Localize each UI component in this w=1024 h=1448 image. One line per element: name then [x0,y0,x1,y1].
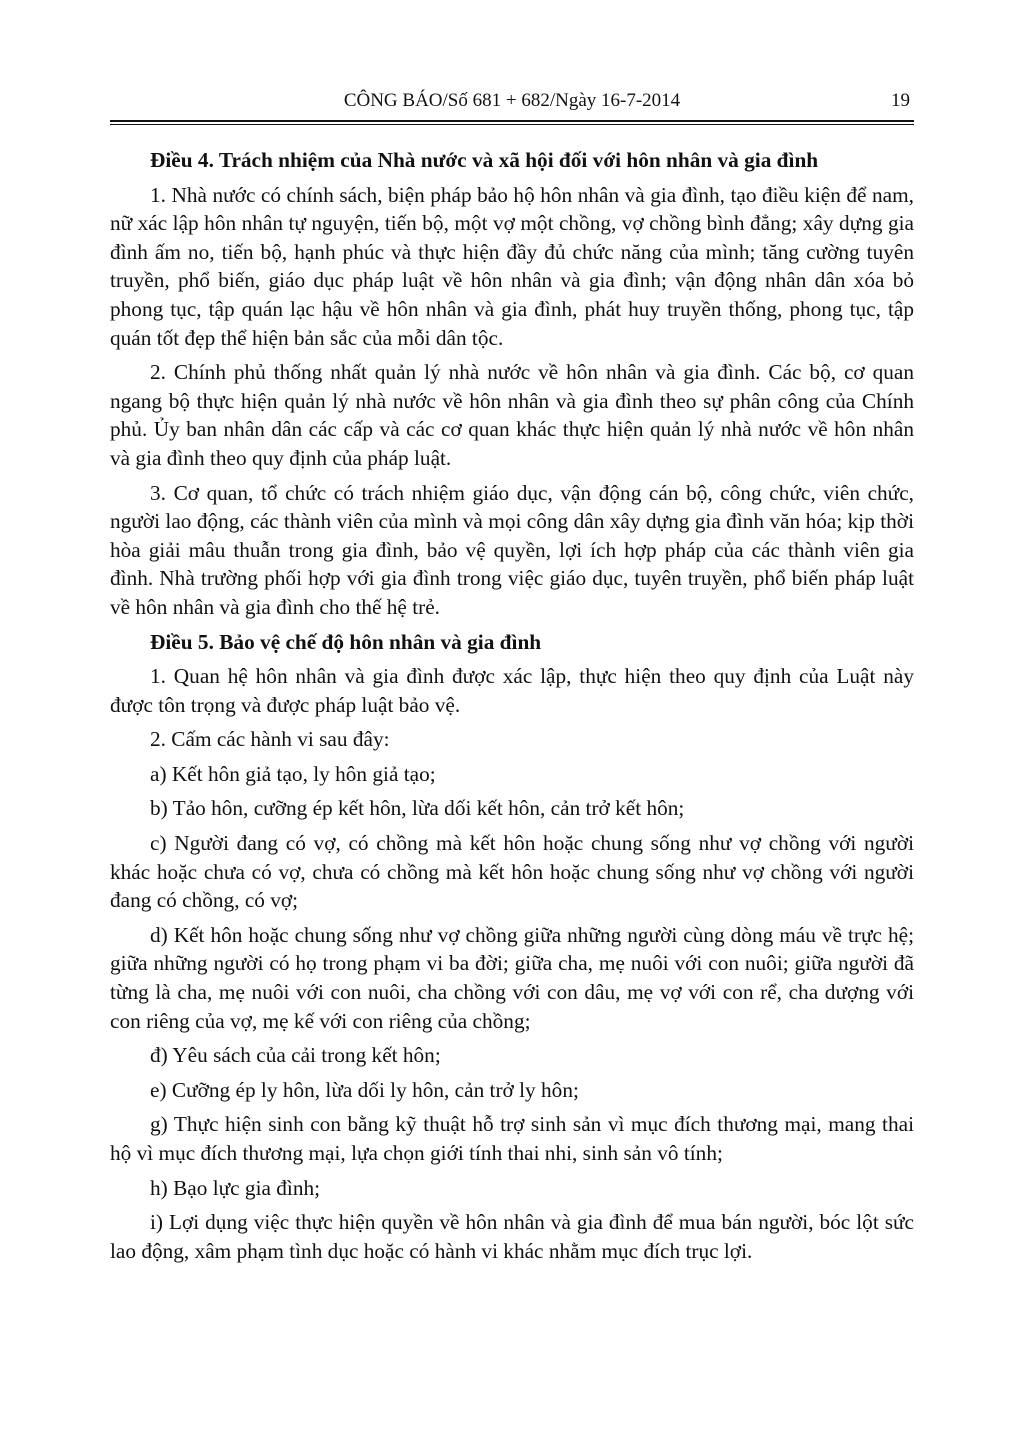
article-5-item-b: b) Tảo hôn, cưỡng ép kết hôn, lừa dối kết hôn, cản trở kết hôn; [150,796,685,821]
document-page [110,84,914,1263]
article-5-item-h: h) Bạo lực gia đình; [150,1175,321,1200]
gazette-title: CÔNG BÁO/Số 681 + 682/Ngày 16-7-2014 [343,90,681,111]
article-4-clause-3: 3. Cơ quan, tổ chức có trách nhiệm giáo dục, vận động cán bộ, công chức, viên chức, người lao động, các thành viên của mình và mọi công dân xây dựng gia đình văn hóa; kịp thời hòa giải mâu thuẫn trong gia đình, bảo vệ quyền, lợi ích hợp pháp của các thành viên gia đình. Nhà trường phối hợp với gia đình trong việc giáo dục, tuyên truyền, phổ biến pháp luật về hôn nhân và gia đình cho thế hệ trẻ. [110,480,914,619]
article-5-item-d: d) Kết hôn hoặc chung sống như vợ chồng giữa những người cùng dòng máu về trực hệ; giữa những người có họ trong phạm vi ba đời; giữa cha, mẹ nuôi với con nuôi; giữa người đã từng là cha, mẹ nuôi với con nuôi, cha chồng với con dâu, mẹ vợ với con rể, cha dượng với con riêng của vợ, mẹ kế với con riêng của chồng; [110,922,914,1033]
article-5-item-dd: đ) Yêu sách của cải trong kết hôn; [150,1043,441,1068]
article-4-clause-1: 1. Nhà nước có chính sách, biện pháp bảo hộ hôn nhân và gia đình, tạo điều kiện để nam, nữ xác lập hôn nhân tự nguyện, tiến bộ, một vợ một chồng, vợ chồng bình đẳng; xây dựng gia đình ấm no, tiến bộ, hạnh phúc và thực hiện đầy đủ chức năng của mình; tăng cường tuyên truyền, phổ biến, giáo dục pháp luật về hôn nhân và gia đình; vận động nhân dân xóa bỏ phong tục, tập quán lạc hậu về hôn nhân và gia đình, phát huy truyền thống, phong tục, tập quán tốt đẹp thể hiện bản sắc của mỗi dân tộc. [110,182,914,350]
article-5-item-c: c) Người đang có vợ, có chồng mà kết hôn hoặc chung sống như vợ chồng với người khác hoặc chưa có vợ, chưa có chồng mà kết hôn hoặc chung sống như vợ chồng với người đang có chồng, có vợ; [110,831,914,913]
article-5-item-a: a) Kết hôn giả tạo, ly hôn giả tạo; [150,761,436,786]
header-divider-thin [110,124,914,125]
article-5-clause-1: 1. Quan hệ hôn nhân và gia đình được xác lập, thực hiện theo quy định của Luật này được tôn trọng và được pháp luật bảo vệ. [110,664,914,717]
page-number: 19 [891,90,910,111]
article-5-item-i: i) Lợi dụng việc thực hiện quyền về hôn nhân và gia đình để mua bán người, bóc lột sức lao động, xâm phạm tình dục hoặc có hành vi khác nhằm mục đích trục lợi. [110,1210,914,1263]
article-4-heading: Điều 4. Trách nhiệm của Nhà nước và xã hội đối với hôn nhân và gia đình [150,148,819,172]
document-body [110,146,914,1271]
article-5-clause-2: 2. Cấm các hành vi sau đây: [150,727,390,752]
page-header [110,84,914,120]
article-5-heading: Điều 5. Bảo vệ chế độ hôn nhân và gia đình [150,629,542,654]
article-5-item-g: g) Thực hiện sinh con bằng kỹ thuật hỗ trợ sinh sản vì mục đích thương mại, mang thai hộ vì mục đích thương mại, lựa chọn giới tính thai nhi, sinh sản vô tính; [110,1112,914,1165]
header-divider [110,120,914,122]
article-5-item-e: e) Cưỡng ép ly hôn, lừa dối ly hôn, cản trở ly hôn; [150,1077,579,1102]
article-4-clause-2: 2. Chính phủ thống nhất quản lý nhà nước về hôn nhân và gia đình. Các bộ, cơ quan ngang bộ thực hiện quản lý nhà nước về hôn nhân và gia đình theo sự phân công của Chính phủ. Ủy ban nhân dân các cấp và các cơ quan khác thực hiện quản lý nhà nước về hôn nhân và gia đình theo quy định của pháp luật. [110,360,914,470]
